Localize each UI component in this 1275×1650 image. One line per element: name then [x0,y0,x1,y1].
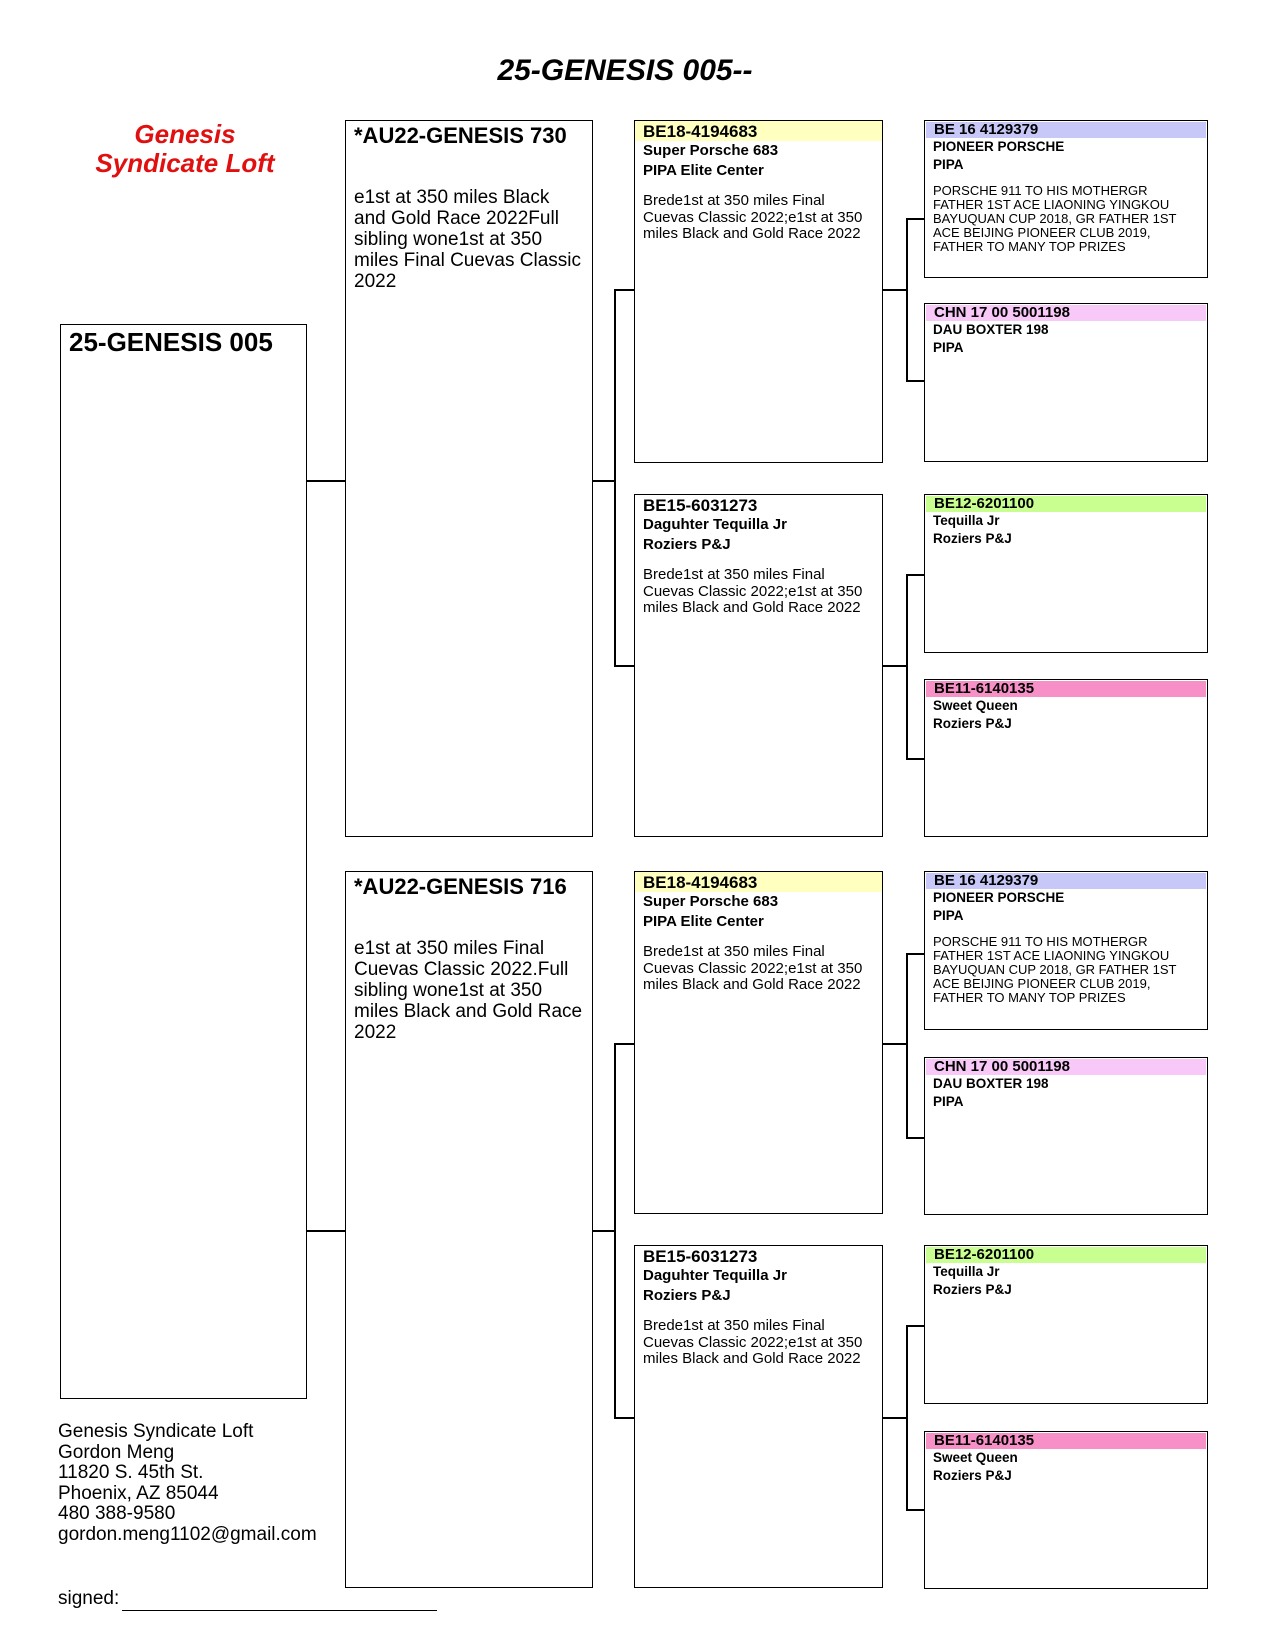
connector-line [906,953,908,1139]
connector-line [906,1137,924,1139]
pedigree-name: Super Porsche 683 [643,142,779,159]
connector-line [883,1417,907,1419]
ancestor-box [924,494,1208,653]
ancestor-box [924,679,1208,837]
ancestor-box [924,1431,1208,1589]
pedigree-name: DAU BOXTER 198 [933,322,1049,337]
contact-name: Gordon Meng [58,1441,175,1463]
connector-line [593,1230,615,1232]
grandsire-maternal-box [634,871,883,1214]
sire-id: *AU22-GENESIS 730 [354,123,567,148]
connector-line [614,1417,634,1419]
connector-line [614,1043,616,1419]
pedigree-owner: Roziers P&J [933,716,1012,731]
connector-line [593,480,615,482]
pedigree-owner: PIPA Elite Center [643,913,764,930]
pedigree-name: Daguhter Tequilla Jr [643,516,787,533]
ancestor-box [924,871,1208,1030]
pedigree-owner: PIPA [933,340,964,355]
pedigree-name: Tequilla Jr [933,513,1000,528]
pedigree-ring-id: BE18-4194683 [635,872,882,892]
pedigree-note: Brede1st at 350 miles Final Cuevas Classic 2022;e1st at 350 miles Black and Gold Race 2022 [643,192,863,242]
signature-line [122,1610,437,1611]
granddam-maternal-box [634,1245,883,1588]
connector-line [883,289,907,291]
pedigree-owner: Roziers P&J [933,1282,1012,1297]
connector-line [906,380,924,382]
pedigree-owner: PIPA [933,908,964,923]
pedigree-note: Brede1st at 350 miles Final Cuevas Classic 2022;e1st at 350 miles Black and Gold Race 2022 [643,566,863,616]
contact-phone: 480 388-9580 [58,1503,176,1524]
pedigree-name: Sweet Queen [933,1450,1018,1465]
dam-id: *AU22-GENESIS 716 [354,874,567,899]
pedigree-owner: Roziers P&J [643,536,731,553]
connector-line [906,758,924,760]
pedigree-owner: Roziers P&J [933,531,1012,546]
pedigree-ring-id: BE15-6031273 [643,1247,758,1266]
pedigree-ring-id: CHN 17 00 5001198 [926,305,1206,321]
pedigree-ring-id: BE11-6140135 [926,1433,1206,1449]
ancestor-box [924,303,1208,462]
pedigree-name: Super Porsche 683 [643,893,779,910]
pedigree-note: PORSCHE 911 TO HIS MOTHERGR FATHER 1ST ACE LIAONING YINGKOU BAYUQUAN CUP 2018, GR FATHER 1ST ACE BEIJING PIONEER CLUB 2019, FATHER TO MANY TOP PRIZES [933,934,1177,1005]
contact-loft: Genesis Syndicate Loft [58,1421,254,1442]
connector-line [906,1325,924,1327]
pedigree-ring-id: BE12-6201100 [926,1247,1206,1263]
contact-street: 11820 S. 45th St. [58,1462,204,1483]
pedigree-name: PIONEER PORSCHE [933,139,1065,154]
connector-line [906,574,908,760]
dam-note: e1st at 350 miles Final Cuevas Classic 2022.Full sibling wone1st at 350 miles Black and Gold Race 2022 [354,938,583,1043]
pedigree-name: Daguhter Tequilla Jr [643,1267,787,1284]
pedigree-ring-id: BE12-6201100 [926,496,1206,512]
pedigree-owner: Roziers P&J [643,1287,731,1304]
connector-line [906,574,924,576]
signed-label: signed: [58,1588,120,1609]
ancestor-box [924,120,1208,278]
connector-line [883,665,907,667]
connector-line [906,218,924,220]
connector-line [307,480,345,482]
connector-line [614,289,634,291]
pedigree-ring-id: BE 16 4129379 [926,122,1206,138]
pedigree-owner: PIPA [933,157,964,172]
connector-line [614,289,616,667]
sire-note: e1st at 350 miles Black and Gold Race 2022Full sibling wone1st at 350 miles Final Cuevas Classic 2022 [354,187,582,292]
subject-id: 25-GENESIS 005 [69,327,273,357]
connector-line [906,1509,924,1511]
pedigree-name: DAU BOXTER 198 [933,1076,1049,1091]
subject-box [60,324,307,1399]
contact-city: Phoenix, AZ 85044 [58,1482,219,1504]
pedigree-name: PIONEER PORSCHE [933,890,1065,905]
connector-line [906,218,908,382]
connector-line [307,1230,345,1232]
granddam-paternal-box [634,494,883,837]
loft-name-line1: Genesis [134,119,236,149]
connector-line [614,665,634,667]
pedigree-note: Brede1st at 350 miles Final Cuevas Classic 2022;e1st at 350 miles Black and Gold Race 2022 [643,1317,863,1367]
connector-line [883,1043,907,1045]
pedigree-ring-id: BE11-6140135 [926,681,1206,697]
page-title: 25-GENESIS 005-- [497,54,753,87]
loft-name-line2: Syndicate Loft [95,148,275,178]
connector-line [906,1325,908,1511]
pedigree-owner: Roziers P&J [933,1468,1012,1483]
contact-email: gordon.meng1102@gmail.com [58,1523,317,1545]
pedigree-name: Tequilla Jr [933,1264,1000,1279]
contact-block [58,1422,317,1545]
dam-box [345,871,593,1588]
ancestor-box [924,1057,1208,1215]
grandsire-paternal-box [634,120,883,463]
connector-line [614,1043,634,1045]
pedigree-note: Brede1st at 350 miles Final Cuevas Classic 2022;e1st at 350 miles Black and Gold Race 2022 [643,943,863,993]
connector-line [906,953,924,955]
sire-box [345,120,593,837]
pedigree-owner: PIPA Elite Center [643,162,764,179]
loft-name [60,120,310,178]
pedigree-note: PORSCHE 911 TO HIS MOTHERGR FATHER 1ST ACE LIAONING YINGKOU BAYUQUAN CUP 2018, GR FATHER 1ST ACE BEIJING PIONEER CLUB 2019, FATHER TO MANY TOP PRIZES [933,183,1177,254]
pedigree-ring-id: BE15-6031273 [643,496,758,515]
pedigree-ring-id: CHN 17 00 5001198 [926,1059,1206,1075]
ancestor-box [924,1245,1208,1404]
pedigree-ring-id: BE 16 4129379 [926,873,1206,889]
pedigree-name: Sweet Queen [933,698,1018,713]
pedigree-owner: PIPA [933,1094,964,1109]
pedigree-ring-id: BE18-4194683 [635,121,882,141]
